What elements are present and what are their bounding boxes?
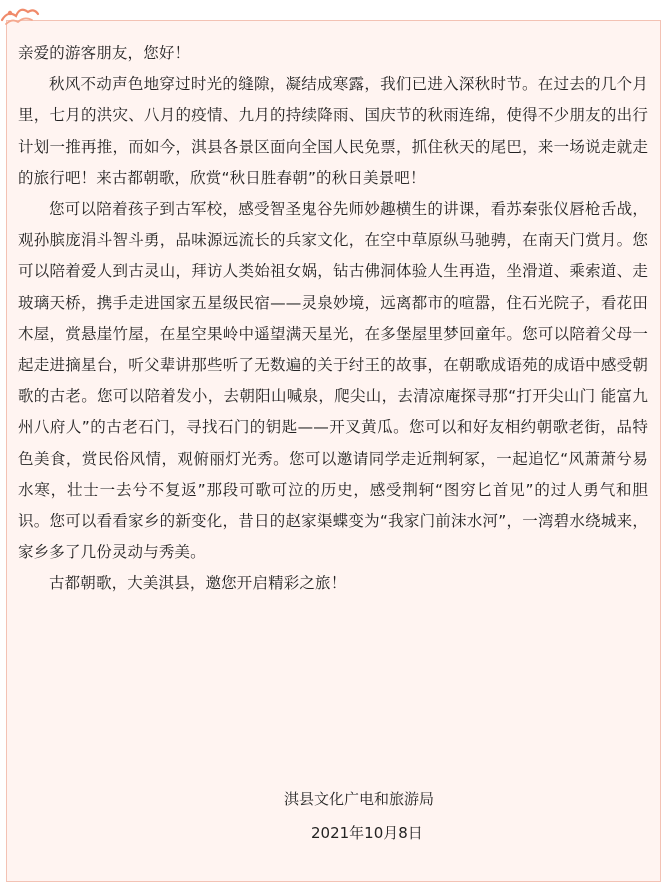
signature-block: [0, 782, 665, 850]
signature-date: 2021年10月8日: [311, 824, 423, 842]
paragraph-autumn-intro: 秋风不动声色地穿过时光的缝隙，凝结成寒露，我们已进入深秋时节。在过去的几个月里，七月的洪灾、八月的疫情、九月的持续降雨、国庆节的秋雨连绵，使得不少朋友的出行计划一推再推，而如今，淇县各景区面向全国人民免票，抓住秋天的尾巴，来一场说走就走的旅行吧！来古都朝歌，欣赏“秋日胜春朝”的秋日美景吧！: [18, 75, 648, 187]
cloud-ornament-icon: [0, 0, 40, 28]
greeting: 亲爱的游客朋友，您好！: [18, 44, 191, 62]
letter-body: [18, 38, 648, 600]
paragraph-attractions: 您可以陪着孩子到古军校，感受智圣鬼谷先师妙趣横生的讲课，看苏秦张仪唇枪舌战，观孙膑庞涓斗智斗勇，品味源远流长的兵家文化，在空中草原纵马驰骋，在南天门赏月。您可以陪着爱人到古灵山，拜访人类始祖女娲，钻古佛洞体验人生再造，坐滑道、乘索道、走玻璃天桥，携手走进国家五星级民宿——灵泉妙境，远离都市的喧嚣，住石光院子，看花田木屋，赏悬崖竹屋，在星空果岭中遥望满天星光，在多堡屋里梦回童年。您可以陪着父母一起走进摘星台，听父辈讲那些听了无数遍的关于纣王的故事，在朝歌成语苑的成语中感受朝歌的古老。您可以陪着发小，去朝阳山喊泉，爬尖山，去清凉庵探寻那“打开尖山门 能富九州八府人”的古老石门，寻找石门的钥匙——开叉黄瓜。您可以和好友相约朝歌老街，品特色美食，赏民俗风情，观俯丽灯光秀。您可以邀请同学走近荆轲冢，一起追忆“风萧萧兮易水寒，壮士一去兮不复返”那段可歌可泣的历史，感受荆轲“图穷匕首见”的过人勇气和胆识。您可以看看家乡的新变化，昔日的赵家渠蝶变为“我家门前沫水河”，一湾碧水绕城来，家乡多了几份灵动与秀美。: [18, 200, 648, 562]
signature-organization: 淇县文化广电和旅游局: [284, 790, 435, 808]
paragraph-invitation: 古都朝歌，大美淇县，邀您开启精彩之旅！: [49, 574, 347, 593]
